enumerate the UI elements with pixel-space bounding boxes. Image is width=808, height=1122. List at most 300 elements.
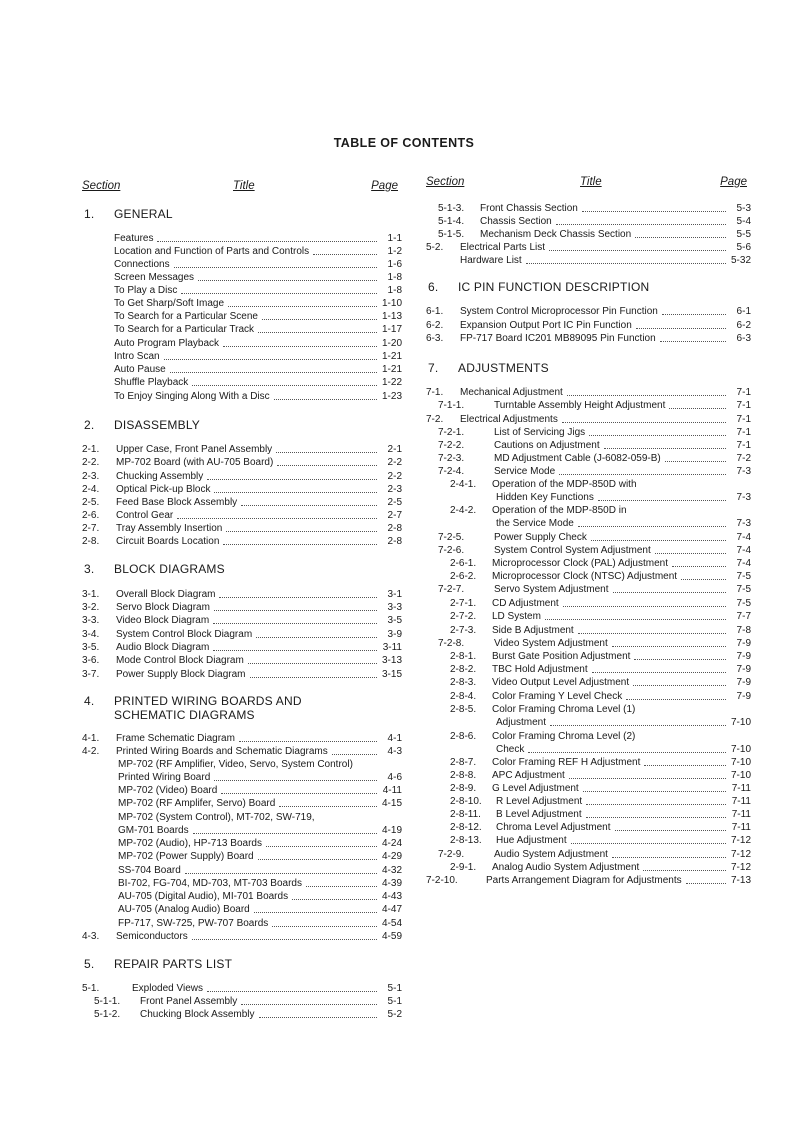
entry-label: MP-702 (RF Amplifier, Video, Servo, System Control) <box>118 759 353 770</box>
section-title: SCHEMATIC DIAGRAMS <box>114 708 255 722</box>
toc-entry-expansion-output-port-ic-pin-function[interactable] <box>426 320 751 332</box>
entry-number: 7-2. <box>426 414 444 425</box>
entry-label: Color Framing Chroma Level (1) <box>492 704 636 715</box>
toc-entry-to-enjoy-singing-along-with-a-disc[interactable] <box>82 391 402 403</box>
entry-number: 2-8-13. <box>450 835 482 846</box>
entry-number: 5-1-1. <box>94 996 121 1007</box>
entry-page-number: 6-2 <box>736 320 751 331</box>
toc-entry-the-service-mode[interactable] <box>426 518 751 530</box>
toc-entry-system-control-microprocessor-pin-functi[interactable] <box>426 306 751 318</box>
dot-leader <box>185 873 377 874</box>
toc-entry-hue-adjustment[interactable] <box>426 835 751 847</box>
toc-entry-ss-704-board[interactable] <box>82 865 402 877</box>
dot-leader <box>563 606 726 607</box>
entry-label: Color Framing Chroma Level (2) <box>492 731 636 742</box>
entry-number: 2-5. <box>82 497 100 508</box>
dot-leader <box>686 883 726 884</box>
entry-page-number: 3-11 <box>382 642 402 653</box>
toc-entry-features[interactable] <box>82 233 402 245</box>
toc-entry-color-framing-ref-h-adjustment[interactable] <box>426 757 751 769</box>
toc-entry-b-level-adjustment[interactable] <box>426 809 751 821</box>
entry-page-number: 7-3 <box>736 492 751 503</box>
entry-label: MP-702 (Power Supply) Board <box>118 851 254 862</box>
toc-entry-bi-702-fg-704-md-703-mt-703-boards[interactable] <box>82 878 402 890</box>
entry-number: 2-8-3. <box>450 677 477 688</box>
dot-leader <box>582 211 726 212</box>
entry-page-number: 1-22 <box>381 377 402 388</box>
toc-entry-front-panel-assembly[interactable] <box>82 996 402 1008</box>
entry-number: 6-3. <box>426 333 444 344</box>
toc-entry-video-system-adjustment[interactable] <box>426 638 751 650</box>
entry-label: Control Gear <box>116 510 174 521</box>
entry-label: CD Adjustment <box>492 598 559 609</box>
dot-leader <box>241 505 377 506</box>
toc-entry-adjustment[interactable] <box>426 717 751 729</box>
entry-page-number: 1-20 <box>381 338 402 349</box>
entry-number: 7-2-8. <box>438 638 465 649</box>
dot-leader <box>258 859 377 860</box>
entry-page-number: 7-5 <box>736 598 751 609</box>
entry-page-number: 4-11 <box>382 785 402 796</box>
toc-entry-hidden-key-functions[interactable] <box>426 492 751 504</box>
toc-entry-power-supply-check[interactable] <box>426 532 751 544</box>
toc-entry-analog-audio-system-adjustment[interactable] <box>426 862 751 874</box>
entry-page-number: 7-12 <box>730 849 751 860</box>
dot-leader <box>272 926 377 927</box>
dot-leader <box>615 830 726 831</box>
toc-entry-to-search-for-a-particular-track[interactable] <box>82 324 402 336</box>
toc-entry-servo-block-diagram[interactable] <box>82 602 402 614</box>
entry-label: FP-717 Board IC201 MB89095 Pin Function <box>460 333 656 344</box>
dot-leader <box>198 280 377 281</box>
toc-entry-operation-of-the-mdp-850d-with[interactable] <box>426 479 751 491</box>
entry-number: 7-2-5. <box>438 532 465 543</box>
toc-entry-to-search-for-a-particular-scene[interactable] <box>82 311 402 323</box>
toc-entry-location-and-function-of-parts-and-contr[interactable] <box>82 246 402 258</box>
toc-entry-control-gear[interactable] <box>82 510 402 522</box>
entry-page-number: 7-8 <box>736 625 751 636</box>
section-heading <box>82 418 402 432</box>
toc-entry-au-705-digital-audio-mi-701-boards[interactable] <box>82 891 402 903</box>
entry-page-number: 1-13 <box>381 311 402 322</box>
entry-label: Feed Base Block Assembly <box>116 497 238 508</box>
section-title: GENERAL <box>114 207 173 221</box>
dot-leader <box>562 422 726 423</box>
entry-label: Servo Block Diagram <box>116 602 210 613</box>
toc-entry-to-play-a-disc[interactable] <box>82 285 402 297</box>
toc-entry-audio-block-diagram[interactable] <box>82 642 402 654</box>
entry-label: MP-702 (Video) Board <box>118 785 218 796</box>
toc-entry-mechanism-deck-chassis-section[interactable] <box>426 229 751 241</box>
entry-number: 2-8-10. <box>450 796 482 807</box>
section-number: 7. <box>428 361 439 375</box>
toc-entry-apc-adjustment[interactable] <box>426 770 751 782</box>
toc-entry-check[interactable] <box>426 744 751 756</box>
entry-number: 2-1. <box>82 444 100 455</box>
entry-label: Auto Pause <box>114 364 166 375</box>
toc-entry-burst-gate-position-adjustment[interactable] <box>426 651 751 663</box>
entry-number: 2-8-7. <box>450 757 477 768</box>
toc-entry-semiconductors[interactable] <box>82 931 402 943</box>
entry-number: 7-2-1. <box>438 427 465 438</box>
entry-number: 2-2. <box>82 457 100 468</box>
toc-entry-exploded-views[interactable] <box>82 983 402 995</box>
entry-page-number: 6-3 <box>736 333 751 344</box>
toc-entry-tray-assembly-insertion[interactable] <box>82 523 402 535</box>
toc-entry-printed-wiring-boards-and-schematic-diag[interactable] <box>82 746 402 758</box>
entry-label: Intro Scan <box>114 351 160 362</box>
entry-label: G Level Adjustment <box>492 783 579 794</box>
entry-page-number: 7-1 <box>736 427 751 438</box>
entry-page-number: 4-39 <box>381 878 402 889</box>
dot-leader <box>655 553 726 554</box>
toc-entry-mp-702-board-with-au-705-board[interactable] <box>82 457 402 469</box>
section-heading <box>82 694 402 708</box>
dot-leader <box>258 332 377 333</box>
entry-page-number: 7-10 <box>730 770 751 781</box>
dot-leader <box>262 319 377 320</box>
entry-page-number: 2-7 <box>387 510 402 521</box>
dot-leader <box>528 752 726 753</box>
entry-label: MP-702 (System Control), MT-702, SW-719, <box>118 812 315 823</box>
toc-entry-chroma-level-adjustment[interactable] <box>426 822 751 834</box>
toc-entry-front-chassis-section[interactable] <box>426 203 751 215</box>
dot-leader <box>254 912 377 913</box>
dot-leader <box>259 1017 378 1018</box>
entry-label: Service Mode <box>494 466 556 477</box>
toc-entry-microprocessor-clock-pal-adjustment[interactable] <box>426 558 751 570</box>
entry-page-number: 7-4 <box>736 532 751 543</box>
entry-page-number: 4-54 <box>381 918 402 929</box>
dot-leader <box>223 346 377 347</box>
entry-label: Mechanism Deck Chassis Section <box>480 229 632 240</box>
toc-entry-chucking-block-assembly[interactable] <box>82 1009 402 1021</box>
entry-page-number: 4-19 <box>381 825 402 836</box>
dot-leader <box>213 623 377 624</box>
dot-leader <box>164 359 377 360</box>
dot-leader <box>256 637 377 638</box>
dot-leader <box>592 672 726 673</box>
entry-page-number: 7-1 <box>736 440 751 451</box>
toc-entry-color-framing-chroma-level-1[interactable] <box>426 704 751 716</box>
entry-number: 5-1-3. <box>438 203 465 214</box>
entry-page-number: 5-32 <box>730 255 751 266</box>
toc-entry-side-b-adjustment[interactable] <box>426 625 751 637</box>
column-header <box>82 180 402 196</box>
dot-leader <box>306 886 377 887</box>
toc-entry-cd-adjustment[interactable] <box>426 598 751 610</box>
toc-entry-screen-messages[interactable] <box>82 272 402 284</box>
dot-leader <box>635 237 726 238</box>
entry-number: 5-1-5. <box>438 229 465 240</box>
entry-number: 2-6-2. <box>450 571 477 582</box>
toc-entry-mechanical-adjustment[interactable] <box>426 387 751 399</box>
toc-entry-system-control-block-diagram[interactable] <box>82 629 402 641</box>
entry-page-number: 7-1 <box>736 414 751 425</box>
dot-leader <box>214 610 377 611</box>
entry-label: Optical Pick-up Block <box>116 484 211 495</box>
entry-page-number: 3-15 <box>381 669 402 680</box>
entry-page-number: 3-13 <box>381 655 402 666</box>
dot-leader <box>279 806 377 807</box>
entry-page-number: 3-9 <box>387 629 402 640</box>
toc-entry-md-adjustment-cable-j-6082-059-b[interactable] <box>426 453 751 465</box>
dot-leader <box>591 540 726 541</box>
entry-number: 4-3. <box>82 931 100 942</box>
toc-entry-circuit-boards-location[interactable] <box>82 536 402 548</box>
toc-entry-service-mode[interactable] <box>426 466 751 478</box>
toc-entry-g-level-adjustment[interactable] <box>426 783 751 795</box>
dot-leader <box>545 619 726 620</box>
toc-entry-r-level-adjustment[interactable] <box>426 796 751 808</box>
toc-entry-electrical-parts-list[interactable] <box>426 242 751 254</box>
entry-page-number: 7-11 <box>731 822 751 833</box>
dot-leader <box>604 448 726 449</box>
entry-label: Burst Gate Position Adjustment <box>492 651 631 662</box>
entry-page-number: 2-8 <box>387 536 402 547</box>
dot-leader <box>207 991 377 992</box>
toc-entry-chassis-section[interactable] <box>426 216 751 228</box>
entry-page-number: 1-6 <box>387 259 402 270</box>
toc-entry-fp-717-board-ic201-mb89095-pin-function[interactable] <box>426 333 751 345</box>
toc-entry-connections[interactable] <box>82 259 402 271</box>
toc-entry-shuffle-playback[interactable] <box>82 377 402 389</box>
section-heading <box>426 361 751 375</box>
toc-entry-tbc-hold-adjustment[interactable] <box>426 664 751 676</box>
dot-leader <box>669 408 726 409</box>
entry-label: Video System Adjustment <box>494 638 608 649</box>
entry-label: Frame Schematic Diagram <box>116 733 235 744</box>
toc-entry-frame-schematic-diagram[interactable] <box>82 733 402 745</box>
entry-label: BI-702, FG-704, MD-703, MT-703 Boards <box>118 878 302 889</box>
entry-label: FP-717, SW-725, PW-707 Boards <box>118 918 269 929</box>
entry-label: Hardware List <box>460 255 522 266</box>
entry-label: System Control System Adjustment <box>494 545 651 556</box>
dot-leader <box>643 870 726 871</box>
entry-number: 2-8-9. <box>450 783 477 794</box>
section-title: REPAIR PARTS LIST <box>114 957 233 971</box>
entry-label: Mechanical Adjustment <box>460 387 563 398</box>
entry-label: Color Framing REF H Adjustment <box>492 757 641 768</box>
dot-leader <box>662 314 726 315</box>
toc-entry-feed-base-block-assembly[interactable] <box>82 497 402 509</box>
toc-entry-mp-702-rf-amplifer-servo-board[interactable] <box>82 798 402 810</box>
entry-page-number: 4-32 <box>381 865 402 876</box>
entry-page-number: 7-7 <box>736 611 751 622</box>
entry-label: Semiconductors <box>116 931 188 942</box>
dot-leader <box>241 1004 377 1005</box>
toc-entry-list-of-servicing-jigs[interactable] <box>426 427 751 439</box>
entry-page-number: 7-9 <box>736 691 751 702</box>
entry-number: 2-4. <box>82 484 100 495</box>
entry-label: Screen Messages <box>114 272 195 283</box>
toc-entry-mp-702-rf-amplifier-video-servo-system-c[interactable] <box>82 759 402 771</box>
entry-label: Color Framing Y Level Check <box>492 691 623 702</box>
entry-label: Printed Wiring Boards and Schematic Diagrams <box>116 746 328 757</box>
dot-leader <box>665 461 726 462</box>
entry-label: Check <box>496 744 525 755</box>
section-number: 1. <box>84 207 95 221</box>
entry-label: Electrical Adjustments <box>460 414 558 425</box>
entry-label: Auto Program Playback <box>114 338 220 349</box>
toc-entry-system-control-system-adjustment[interactable] <box>426 545 751 557</box>
toc-entry-cautions-on-adjustment[interactable] <box>426 440 751 452</box>
entry-label: Parts Arrangement Diagram for Adjustments <box>486 875 682 886</box>
entry-page-number: 7-9 <box>736 651 751 662</box>
toc-entry-gm-701-boards[interactable] <box>82 825 402 837</box>
toc-entry-mp-702-video-board[interactable] <box>82 785 402 797</box>
dot-leader <box>274 399 377 400</box>
entry-number: 6-1. <box>426 306 444 317</box>
entry-label: R Level Adjustment <box>496 796 583 807</box>
section-number: 5. <box>84 957 95 971</box>
entry-number: 2-4-1. <box>450 479 477 490</box>
entry-number: 3-1. <box>82 589 100 600</box>
entry-page-number: 7-4 <box>736 545 751 556</box>
header-section: Section <box>82 180 121 192</box>
toc-entry-auto-program-playback[interactable] <box>82 338 402 350</box>
entry-page-number: 7-13 <box>730 875 751 886</box>
toc-entry-printed-wiring-board[interactable] <box>82 772 402 784</box>
entry-page-number: 7-11 <box>731 809 751 820</box>
entry-label: To Search for a Particular Scene <box>114 311 258 322</box>
toc-entry-intro-scan[interactable] <box>82 351 402 363</box>
dot-leader <box>586 817 726 818</box>
toc-entry-parts-arrangement-diagram-for-adjustment[interactable] <box>426 875 751 887</box>
toc-entry-hardware-list[interactable] <box>426 255 751 267</box>
header-title: Title <box>233 180 255 192</box>
entry-page-number: 5-1 <box>387 983 402 994</box>
toc-entry-mp-702-audio-hp-713-boards[interactable] <box>82 838 402 850</box>
entry-page-number: 2-5 <box>387 497 402 508</box>
entry-page-number: 4-59 <box>381 931 402 942</box>
toc-entry-to-get-sharp-soft-image[interactable] <box>82 298 402 310</box>
entry-label: Cautions on Adjustment <box>494 440 600 451</box>
toc-entry-fp-717-sw-725-pw-707-boards[interactable] <box>82 918 402 930</box>
entry-number: 3-7. <box>82 669 100 680</box>
entry-label: B Level Adjustment <box>496 809 582 820</box>
entry-label: the Service Mode <box>496 518 574 529</box>
dot-leader <box>239 741 377 742</box>
entry-page-number: 4-29 <box>381 851 402 862</box>
entry-label: GM-701 Boards <box>118 825 189 836</box>
dot-leader <box>526 263 726 264</box>
section-title: IC PIN FUNCTION DESCRIPTION <box>458 280 650 294</box>
dot-leader <box>598 500 726 501</box>
dot-leader <box>559 474 726 475</box>
dot-leader <box>672 566 726 567</box>
dot-leader <box>626 699 726 700</box>
dot-leader <box>578 526 726 527</box>
entry-number: 7-1-1. <box>438 400 465 411</box>
entry-page-number: 3-3 <box>387 602 402 613</box>
entry-number: 2-9-1. <box>450 862 477 873</box>
entry-number: 2-8-4. <box>450 691 477 702</box>
toc-entry-video-output-level-adjustment[interactable] <box>426 677 751 689</box>
entry-label: System Control Block Diagram <box>116 629 253 640</box>
entry-label: Turntable Assembly Height Adjustment <box>494 400 666 411</box>
dot-leader <box>277 465 377 466</box>
entry-label: Microprocessor Clock (NTSC) Adjustment <box>492 571 678 582</box>
toc-entry-mp-702-system-control-mt-702-sw-719[interactable] <box>82 812 402 824</box>
entry-page-number: 1-10 <box>381 298 402 309</box>
toc-entry-mp-702-power-supply-board[interactable] <box>82 851 402 863</box>
toc-entry-overall-block-diagram[interactable] <box>82 589 402 601</box>
entry-page-number: 3-5 <box>387 615 402 626</box>
entry-label: Hue Adjustment <box>496 835 567 846</box>
toc-entry-microprocessor-clock-ntsc-adjustment[interactable] <box>426 571 751 583</box>
entry-number: 7-2-4. <box>438 466 465 477</box>
toc-entry-upper-case-front-panel-assembly[interactable] <box>82 444 402 456</box>
entry-label: MP-702 (RF Amplifer, Servo) Board <box>118 798 276 809</box>
section-title: ADJUSTMENTS <box>458 361 549 375</box>
page-title: TABLE OF CONTENTS <box>333 136 475 150</box>
toc-entry-servo-system-adjustment[interactable] <box>426 584 751 596</box>
entry-page-number: 2-2 <box>387 457 402 468</box>
toc-entry-mode-control-block-diagram[interactable] <box>82 655 402 667</box>
section-heading <box>82 708 402 722</box>
entry-page-number: 7-3 <box>736 518 751 529</box>
entry-page-number: 7-9 <box>736 664 751 675</box>
section-heading <box>82 562 402 576</box>
toc-entry-turntable-assembly-height-adjustment[interactable] <box>426 400 751 412</box>
entry-label: Mode Control Block Diagram <box>116 655 244 666</box>
toc-entry-auto-pause[interactable] <box>82 364 402 376</box>
entry-page-number: 4-43 <box>381 891 402 902</box>
toc-entry-power-supply-block-diagram[interactable] <box>82 669 402 681</box>
dot-leader <box>681 579 726 580</box>
entry-page-number: 2-1 <box>387 444 402 455</box>
entry-number: 4-1. <box>82 733 100 744</box>
entry-page-number: 6-1 <box>736 306 751 317</box>
entry-number: 2-7-2. <box>450 611 477 622</box>
dot-leader <box>578 633 726 634</box>
toc-entry-operation-of-the-mdp-850d-in[interactable] <box>426 505 751 517</box>
entry-label: Audio System Adjustment <box>494 849 608 860</box>
section-number: 4. <box>84 694 95 708</box>
toc-entry-chucking-assembly[interactable] <box>82 471 402 483</box>
dot-leader <box>276 452 377 453</box>
entry-page-number: 7-9 <box>736 677 751 688</box>
entry-number: 3-5. <box>82 642 100 653</box>
toc-entry-color-framing-y-level-check[interactable] <box>426 691 751 703</box>
entry-label: Chassis Section <box>480 216 552 227</box>
toc-entry-ld-system[interactable] <box>426 611 751 623</box>
dot-leader <box>292 899 377 900</box>
toc-entry-audio-system-adjustment[interactable] <box>426 849 751 861</box>
section-title: DISASSEMBLY <box>114 418 201 432</box>
entry-number: 5-2. <box>426 242 444 253</box>
toc-entry-video-block-diagram[interactable] <box>82 615 402 627</box>
dot-leader <box>177 518 377 519</box>
entry-page-number: 7-4 <box>736 558 751 569</box>
section-title: PRINTED WIRING BOARDS AND <box>114 694 302 708</box>
toc-entry-optical-pick-up-block[interactable] <box>82 484 402 496</box>
entry-number: 7-2-6. <box>438 545 465 556</box>
entry-label: Front Panel Assembly <box>140 996 238 1007</box>
entry-number: 2-8-1. <box>450 651 477 662</box>
entry-label: Tray Assembly Insertion <box>116 523 223 534</box>
entry-label: Connections <box>114 259 170 270</box>
entry-label: Location and Function of Parts and Controls <box>114 246 310 257</box>
toc-entry-color-framing-chroma-level-2[interactable] <box>426 731 751 743</box>
toc-entry-au-705-analog-audio-board[interactable] <box>82 904 402 916</box>
toc-entry-electrical-adjustments[interactable] <box>426 414 751 426</box>
section-heading <box>82 957 402 971</box>
entry-page-number: 1-21 <box>381 364 402 375</box>
section-heading <box>426 280 751 294</box>
entry-page-number: 4-47 <box>381 904 402 915</box>
